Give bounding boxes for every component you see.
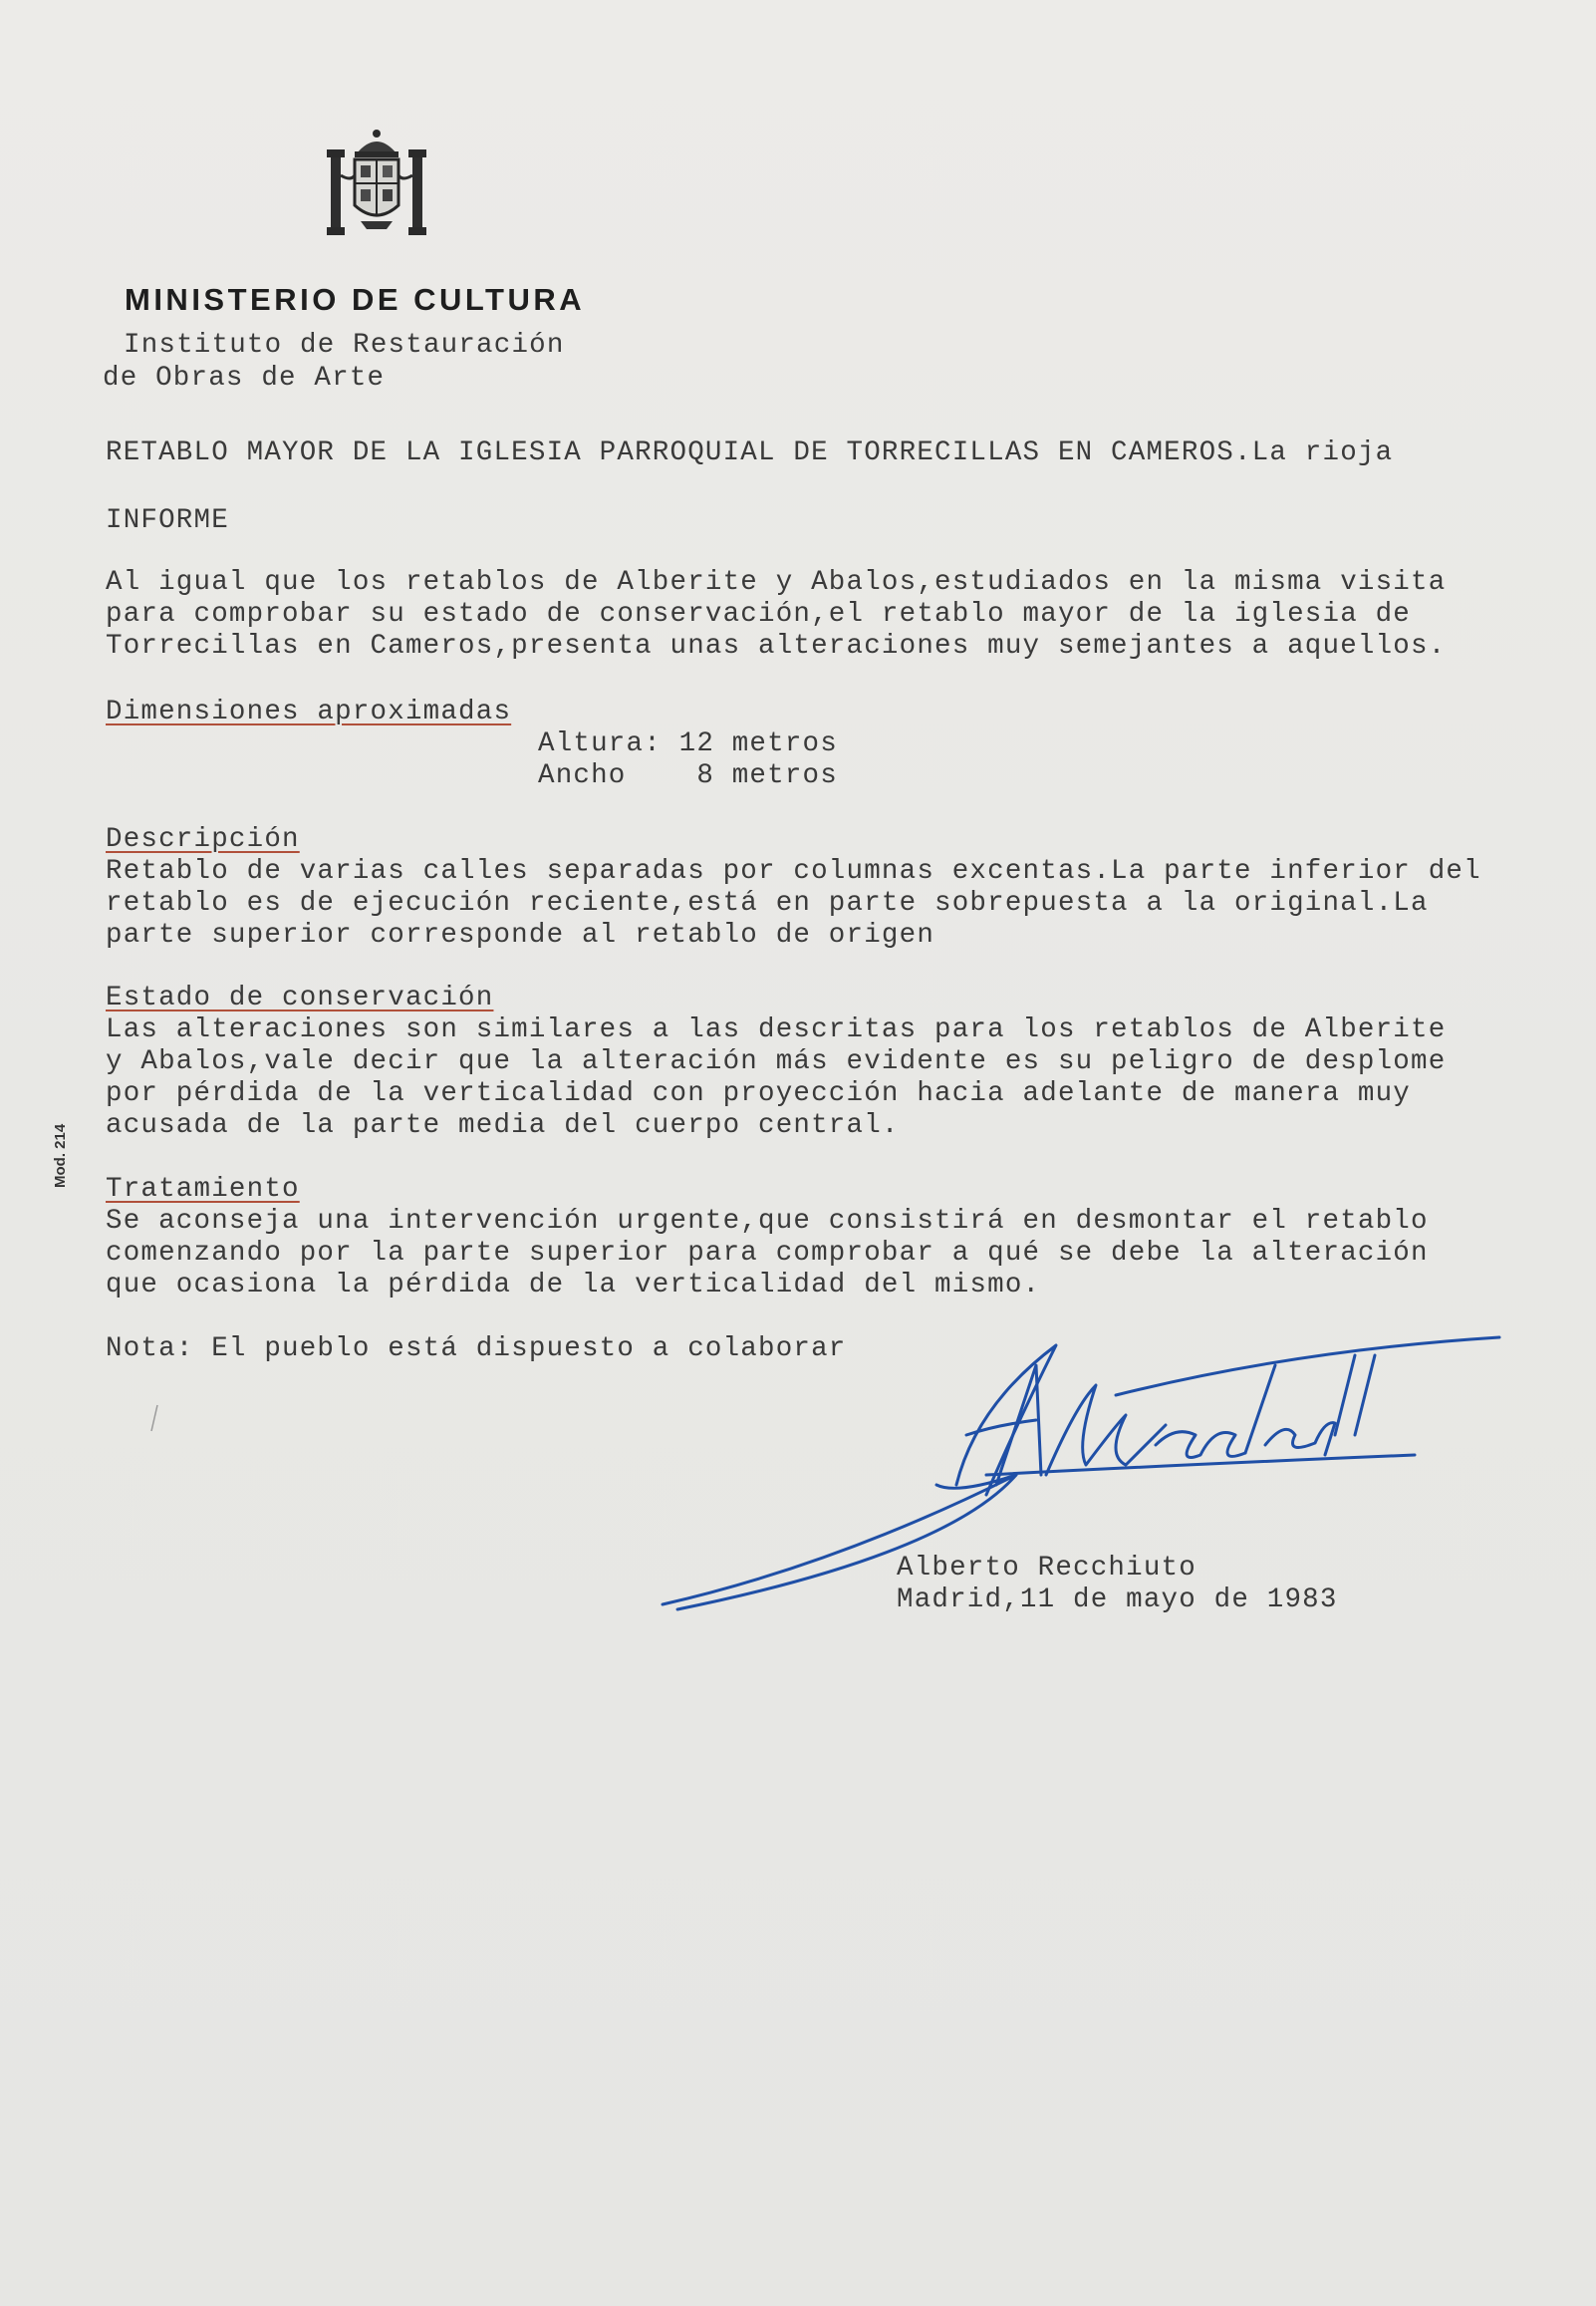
intro-line: Torrecillas en Cameros,presenta unas alteraciones muy semejantes a aquellos. — [106, 631, 1447, 662]
institute-line-1: Instituto de Restauración — [124, 330, 565, 361]
signatory-name: Alberto Recchiuto — [897, 1553, 1197, 1584]
dimension-width: Ancho 8 metros — [538, 760, 838, 791]
treatment-line: Se aconseja una intervención urgente,que consistirá en desmontar el retablo — [106, 1206, 1429, 1237]
institute-line-2: de Obras de Arte — [103, 363, 386, 394]
report-heading: INFORME — [106, 505, 229, 536]
condition-line: y Abalos,vale decir que la alteración más evidente es su peligro de desplome — [106, 1046, 1447, 1077]
dimension-height: Altura: 12 metros — [538, 728, 838, 759]
treatment-line: que ocasiona la pérdida de la verticalidad del mismo. — [106, 1270, 1041, 1300]
treatment-heading: Tratamiento — [106, 1174, 300, 1205]
description-line: Retablo de varias calles separadas por columnas excentas.La parte inferior del — [106, 856, 1481, 887]
dimensions-heading: Dimensiones aproximadas — [106, 697, 512, 727]
place-and-date: Madrid,11 de mayo de 1983 — [897, 1585, 1338, 1615]
form-model-label: Mod. 214 — [52, 1123, 69, 1188]
condition-line: Las alteraciones son similares a las descritas para los retablos de Alberite — [106, 1014, 1447, 1045]
condition-line: por pérdida de la verticalidad con proyección hacia adelante de manera muy — [106, 1078, 1411, 1109]
intro-line: Al igual que los retablos de Alberite y Abalos,estudiados en la misma visita — [106, 567, 1447, 598]
intro-line: para comprobar su estado de conservación,el retablo mayor de la iglesia de — [106, 599, 1411, 630]
note: Nota: El pueblo está dispuesto a colaborar — [106, 1333, 847, 1364]
condition-heading: Estado de conservación — [106, 983, 494, 1013]
document-title: RETABLO MAYOR DE LA IGLESIA PARROQUIAL DE TORRECILLAS EN CAMEROS.La rioja — [106, 437, 1394, 468]
description-line: retablo es de ejecución reciente,está en parte sobrepuesta a la original.La — [106, 888, 1429, 919]
condition-line: acusada de la parte media del cuerpo central. — [106, 1110, 900, 1141]
description-heading: Descripción — [106, 824, 300, 855]
description-line: parte superior corresponde al retablo de origen — [106, 920, 935, 951]
ministry-name: MINISTERIO DE CULTURA — [125, 282, 586, 317]
treatment-line: comenzando por la parte superior para comprobar a qué se debe la alteración — [106, 1238, 1429, 1269]
stray-mark — [149, 1403, 159, 1433]
spanish-coat-of-arms-icon — [321, 126, 432, 241]
